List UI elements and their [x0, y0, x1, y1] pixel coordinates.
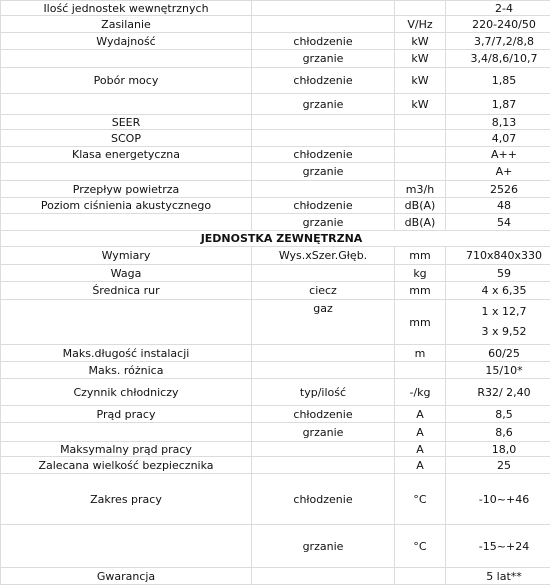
mode-cell: ciecz: [252, 282, 395, 300]
mode-cell: chłodzenie: [252, 147, 395, 163]
param-cell: Pobór mocy: [1, 68, 252, 94]
param-cell: SEER: [1, 115, 252, 130]
value-cell: 2526: [446, 181, 550, 198]
table-row: [1, 247, 550, 265]
value-cell: [446, 300, 550, 345]
unit-cell: A: [395, 423, 446, 442]
unit-cell: m3/h: [395, 181, 446, 198]
value-cell: 1,85: [446, 68, 550, 94]
mode-cell: [252, 181, 395, 198]
mode-cell: [252, 130, 395, 147]
mode-cell: grzanie: [252, 214, 395, 231]
mode-cell: [252, 362, 395, 379]
value-line: 3 x 9,52: [448, 322, 550, 342]
table-row: [1, 198, 550, 214]
value-cell: -10~+46: [446, 474, 550, 525]
mode-cell: [252, 1, 395, 16]
param-cell: Zasilanie: [1, 16, 252, 33]
value-cell: 18,0: [446, 442, 550, 457]
value-cell: 8,6: [446, 423, 550, 442]
unit-cell: kW: [395, 50, 446, 68]
unit-cell: kW: [395, 33, 446, 50]
value-cell: A+: [446, 163, 550, 181]
table-row: [1, 33, 550, 50]
param-cell: Maksymalny prąd pracy: [1, 442, 252, 457]
value-cell: 1,87: [446, 94, 550, 115]
param-cell: Gwarancja: [1, 568, 252, 585]
section-title: JEDNOSTKA ZEWNĘTRZNA: [1, 231, 550, 247]
mode-cell: [252, 568, 395, 585]
table-row: [1, 474, 550, 525]
param-cell: [1, 214, 252, 231]
unit-cell: [395, 115, 446, 130]
table-row: [1, 147, 550, 163]
mode-cell: grzanie: [252, 163, 395, 181]
unit-cell: A: [395, 442, 446, 457]
unit-cell: [395, 147, 446, 163]
unit-cell: A: [395, 406, 446, 423]
value-cell: -15~+24: [446, 525, 550, 568]
unit-cell: -/kg: [395, 379, 446, 406]
unit-cell: [395, 130, 446, 147]
param-cell: Zakres pracy: [1, 474, 252, 525]
table-row: [1, 115, 550, 130]
mode-cell: grzanie: [252, 423, 395, 442]
param-cell: Waga: [1, 265, 252, 282]
value-cell: R32/ 2,40: [446, 379, 550, 406]
mode-cell: grzanie: [252, 94, 395, 115]
param-cell: Średnica rur: [1, 282, 252, 300]
table-row: [1, 214, 550, 231]
unit-cell: °C: [395, 474, 446, 525]
unit-cell: mm: [395, 300, 446, 345]
unit-cell: V/Hz: [395, 16, 446, 33]
value-cell: 60/25: [446, 345, 550, 362]
mode-cell: chłodzenie: [252, 33, 395, 50]
value-cell: 59: [446, 265, 550, 282]
param-cell: Poziom ciśnienia akustycznego: [1, 198, 252, 214]
mode-cell: grzanie: [252, 50, 395, 68]
param-cell: [1, 163, 252, 181]
value-cell: 710x840x330: [446, 247, 550, 265]
table-row: [1, 265, 550, 282]
mode-cell: typ/ilość: [252, 379, 395, 406]
section-header-row: [1, 231, 550, 247]
value-cell: 2-4: [446, 1, 550, 16]
table-row: [1, 525, 550, 568]
table-row: [1, 423, 550, 442]
mode-cell: chłodzenie: [252, 474, 395, 525]
table-row: [1, 282, 550, 300]
table-row: [1, 442, 550, 457]
table-row: [1, 16, 550, 33]
mode-cell: grzanie: [252, 525, 395, 568]
mode-cell: [252, 265, 395, 282]
value-cell: 5 lat**: [446, 568, 550, 585]
unit-cell: [395, 1, 446, 16]
param-cell: Ilość jednostek wewnętrznych: [1, 1, 252, 16]
param-cell: Zalecana wielkość bezpiecznika: [1, 457, 252, 474]
value-cell: 3,7/7,2/8,8: [446, 33, 550, 50]
param-cell: [1, 525, 252, 568]
unit-cell: kW: [395, 68, 446, 94]
value-cell: 4,07: [446, 130, 550, 147]
mode-cell: chłodzenie: [252, 68, 395, 94]
value-cell: A++: [446, 147, 550, 163]
value-cell: 220-240/50: [446, 16, 550, 33]
param-cell: SCOP: [1, 130, 252, 147]
mode-cell: chłodzenie: [252, 406, 395, 423]
value-cell: 3,4/8,6/10,7: [446, 50, 550, 68]
param-cell: Klasa energetyczna: [1, 147, 252, 163]
value-cell: 15/10*: [446, 362, 550, 379]
param-cell: Przepływ powietrza: [1, 181, 252, 198]
table-row: [1, 362, 550, 379]
unit-cell: mm: [395, 247, 446, 265]
value-cell: 8,5: [446, 406, 550, 423]
mode-cell: gaz: [252, 300, 395, 345]
value-cell: 25: [446, 457, 550, 474]
mode-cell: chłodzenie: [252, 198, 395, 214]
unit-cell: A: [395, 457, 446, 474]
unit-cell: dB(A): [395, 214, 446, 231]
value-cell: 48: [446, 198, 550, 214]
table-row: [1, 1, 550, 16]
value-line: 1 x 12,7: [448, 302, 550, 322]
unit-cell: [395, 568, 446, 585]
table-row: [1, 406, 550, 423]
value-cell: 54: [446, 214, 550, 231]
param-cell: [1, 423, 252, 442]
mode-cell: [252, 16, 395, 33]
table-row: [1, 163, 550, 181]
table-row: [1, 379, 550, 406]
value-cell: 8,13: [446, 115, 550, 130]
table-row: [1, 130, 550, 147]
unit-cell: kg: [395, 265, 446, 282]
table-row: [1, 94, 550, 115]
value-cell: 4 x 6,35: [446, 282, 550, 300]
unit-cell: dB(A): [395, 198, 446, 214]
unit-cell: mm: [395, 282, 446, 300]
table-row: [1, 568, 550, 585]
param-cell: [1, 300, 252, 345]
unit-cell: kW: [395, 94, 446, 115]
table-row: [1, 50, 550, 68]
mode-cell: [252, 457, 395, 474]
table-row: [1, 457, 550, 474]
param-cell: [1, 94, 252, 115]
param-cell: Wymiary: [1, 247, 252, 265]
unit-cell: m: [395, 345, 446, 362]
unit-cell: [395, 163, 446, 181]
table-row: [1, 68, 550, 94]
param-cell: Maks. różnica: [1, 362, 252, 379]
param-cell: [1, 50, 252, 68]
mode-cell: [252, 115, 395, 130]
mode-cell: [252, 345, 395, 362]
unit-cell: [395, 362, 446, 379]
mode-cell: [252, 442, 395, 457]
param-cell: Czynnik chłodniczy: [1, 379, 252, 406]
unit-cell: °C: [395, 525, 446, 568]
table-row: [1, 300, 550, 345]
table-row: [1, 181, 550, 198]
table-row: [1, 345, 550, 362]
param-cell: Wydajność: [1, 33, 252, 50]
param-cell: Prąd pracy: [1, 406, 252, 423]
param-cell: Maks.długość instalacji: [1, 345, 252, 362]
mode-cell: Wys.xSzer.Głęb.: [252, 247, 395, 265]
